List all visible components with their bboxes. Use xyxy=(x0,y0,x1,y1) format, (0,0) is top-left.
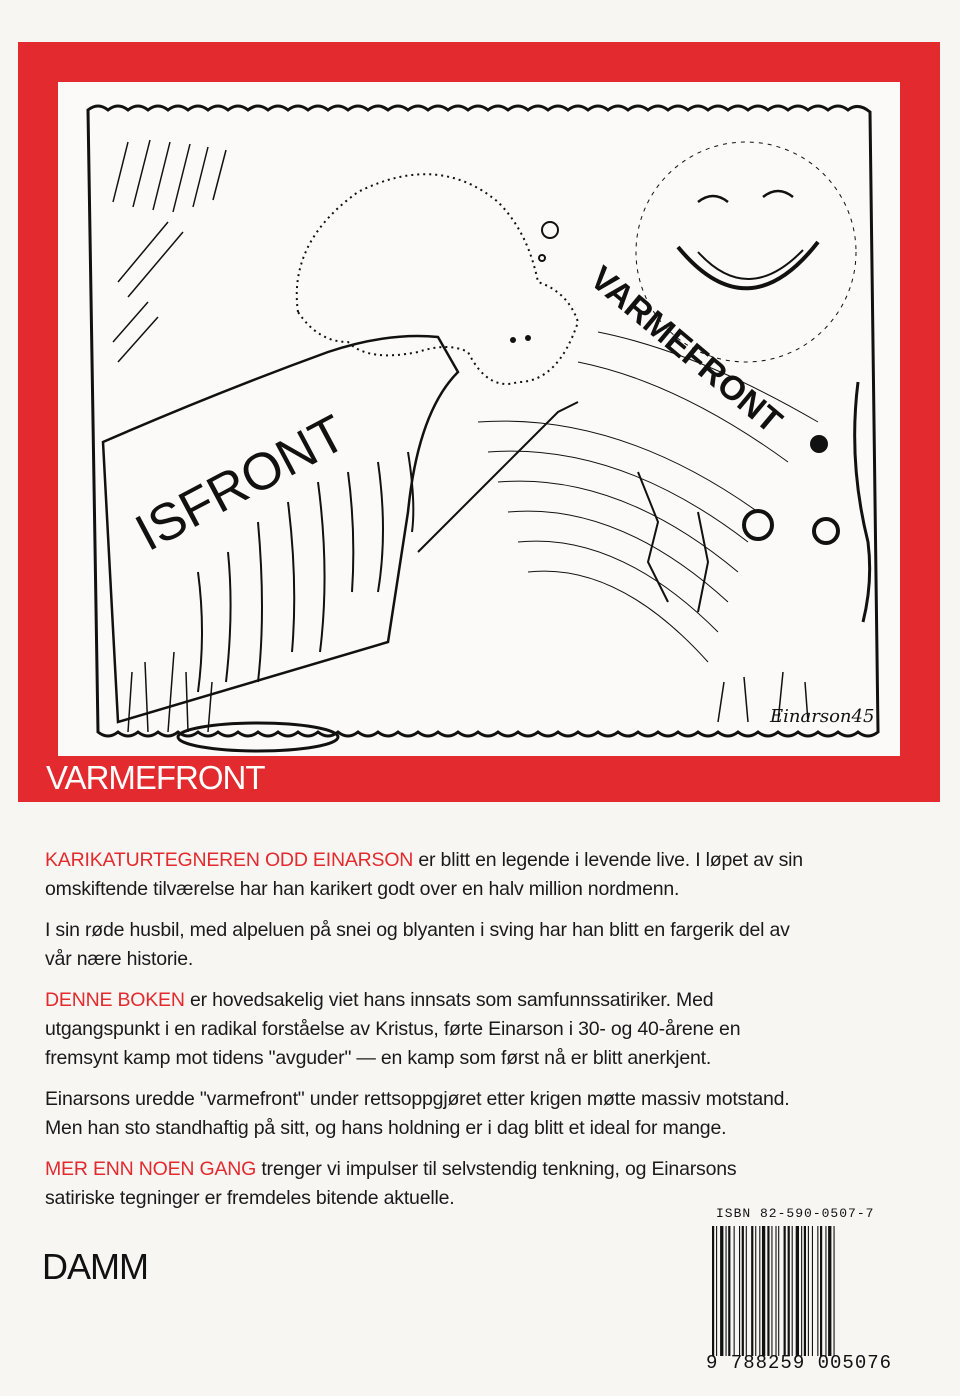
cover-frame xyxy=(18,42,940,802)
blurb-text xyxy=(45,846,805,1225)
paragraph-5: MER ENN NOEN GANG trenger vi impulser til selvstendig tenkning, og Einarsons satiriske tegninger er fremdeles bitende aktuelle. xyxy=(45,1158,737,1209)
cartoon-drawing xyxy=(58,82,900,756)
barcode-digits: 9 788259 005076 xyxy=(706,1352,893,1374)
paragraph-3: DENNE BOKEN er hovedsakelig viet hans innsats som samfunnssatiriker. Med utgangspunkt i en radikal forståelse av Kristus, førte Einarson i 30- og 40-årene en fremsynt kamp mot tidens "avguder" — en kamp som først nå er blitt anerkjent. xyxy=(45,989,741,1069)
paragraph-2: I sin røde husbil, med alpeluen på snei og blyanten i sving har han blitt en fargerik del av vår nære historie. xyxy=(45,919,790,970)
publisher-logo: DAMM xyxy=(42,1246,148,1287)
barcode xyxy=(710,1226,874,1356)
cartoon-illustration xyxy=(58,82,900,756)
paragraph-4: Einarsons uredde "varmefront" under rettsoppgjøret etter krigen møtte massiv motstand. Men han sto standhaftig på sitt, og hans holdning er i dag blitt et ideal for mange. xyxy=(45,1088,790,1139)
paragraph-1: KARIKATURTEGNEREN ODD EINARSON er blitt en legende i levende live. I løpet av sin omskiftende tilværelse har han karikert godt over en halv million nordmenn. xyxy=(45,849,803,900)
illustration-signature: Einarson45 xyxy=(770,706,875,727)
cover-title: VARMEFRONT xyxy=(46,759,265,796)
isbn-number: ISBN 82-590-0507-7 xyxy=(716,1206,875,1221)
illustration-label-isfront: ISFRONT xyxy=(126,404,356,563)
illustration-label-varmefront: VARMEFRONT xyxy=(582,259,790,441)
